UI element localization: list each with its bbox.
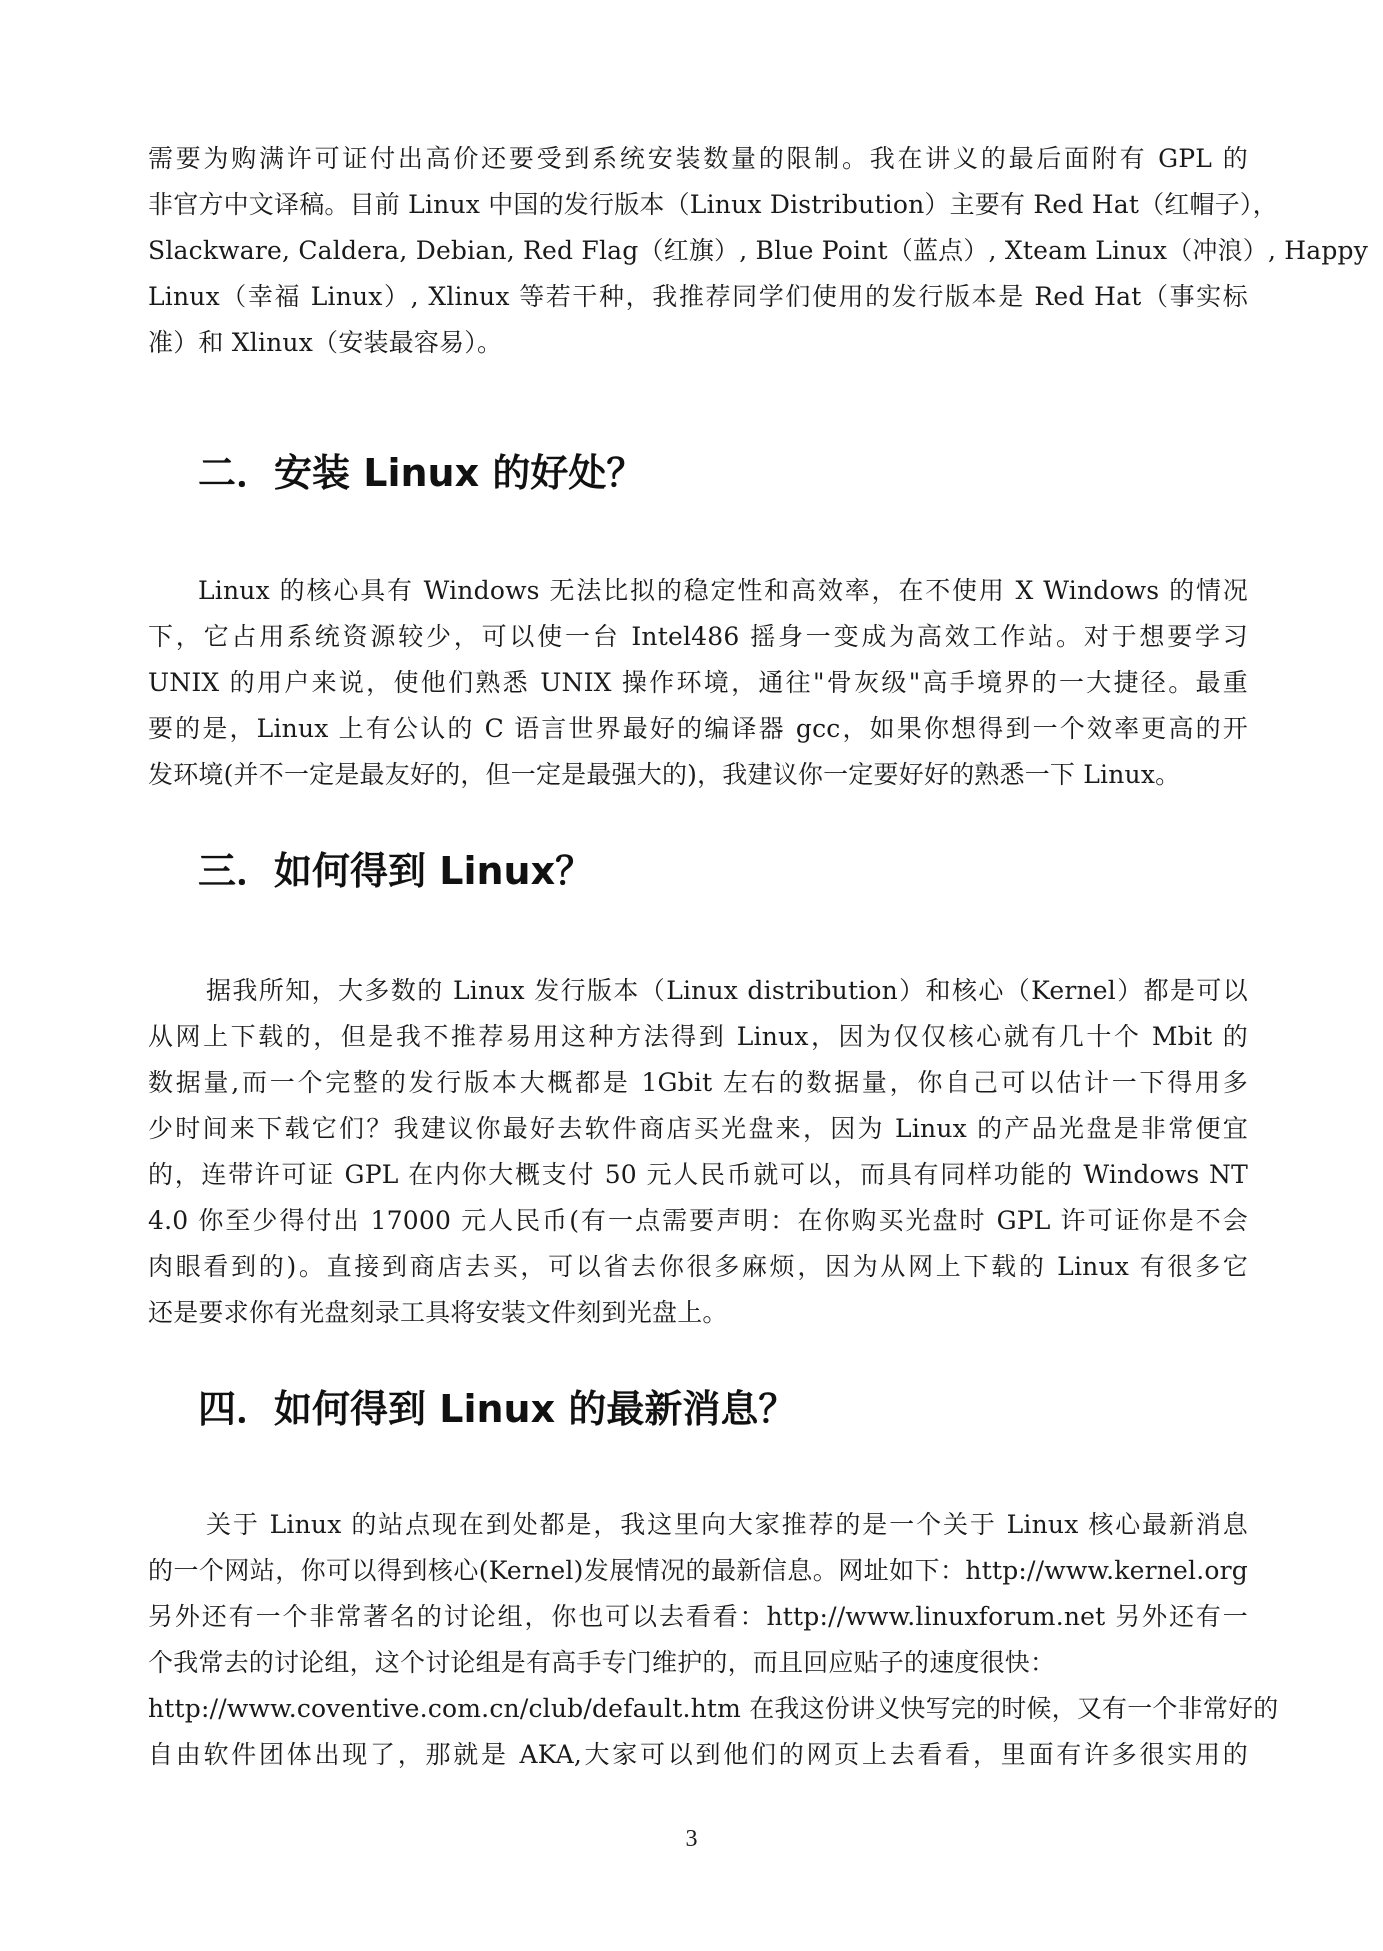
paragraph-line: 肉眼看到的)。直接到商店去买，可以省去你很多麻烦，因为从网上下载的 Linux 有很多它 (148, 1252, 1248, 1281)
paragraph-line: Slackware, Caldera, Debian, Red Flag（红旗）, Blue Point（蓝点）, Xteam Linux（冲浪）, Happy (148, 236, 1369, 265)
page-number: 3 (685, 1826, 698, 1852)
paragraph-line: http://www.coventive.com.cn/club/default.htm 在我这份讲义快写完的时候，又有一个非常好的 (148, 1694, 1279, 1723)
paragraph-line: 的一个网站，你可以得到核心(Kernel)发展情况的最新信息。网址如下：http://www.kernel.org (148, 1556, 1248, 1585)
section-heading-news: 四．如何得到 Linux 的最新消息？ (198, 1387, 797, 1431)
section-paragraph-benefits (148, 568, 1248, 798)
paragraph-line: 少时间来下载它们？我建议你最好去软件商店买光盘来，因为 Linux 的产品光盘是非常便宜 (148, 1114, 1248, 1143)
paragraph-line: 需要为购满许可证付出高价还要受到系统安装数量的限制。我在讲义的最后面附有 GPL 的 (148, 144, 1248, 173)
paragraph-line: Linux 的核心具有 Windows 无法比拟的稳定性和高效率，在不使用 X Windows 的情况 (198, 576, 1248, 605)
paragraph-line: Linux（幸福 Linux）, Xlinux 等若干种，我推荐同学们使用的发行版本是 Red Hat（事实标 (148, 282, 1248, 311)
paragraph-line: 准）和 Xlinux（安装最容易）。 (148, 328, 503, 357)
paragraph-line: UNIX 的用户来说，使他们熟悉 UNIX 操作环境，通往"骨灰级"高手境界的一大捷径。最重 (148, 668, 1248, 697)
section-heading-obtain: 三．如何得到 Linux？ (198, 849, 594, 893)
section-heading-benefits: 二．安装 Linux 的好处？ (198, 451, 645, 495)
section-paragraph-news (148, 1502, 1279, 1778)
paragraph-line: 从网上下载的，但是我不推荐易用这种方法得到 Linux，因为仅仅核心就有几十个 Mbit 的 (148, 1022, 1248, 1051)
paragraph-line: 下，它占用系统资源较少，可以使一台 Intel486 摇身一变成为高效工作站。对于想要学习 (148, 622, 1248, 651)
paragraph-line: 数据量,而一个完整的发行版本大概都是 1Gbit 左右的数据量，你自己可以估计一下得用多 (148, 1068, 1248, 1097)
paragraph-line: 4.0 你至少得付出 17000 元人民币(有一点需要声明：在你购买光盘时 GPL 许可证你是不会 (148, 1206, 1248, 1235)
paragraph-line: 要的是，Linux 上有公认的 C 语言世界最好的编译器 gcc，如果你想得到一个效率更高的开 (148, 714, 1248, 743)
paragraph-line: 非官方中文译稿。目前 Linux 中国的发行版本（Linux Distribution）主要有 Red Hat（红帽子）， (148, 190, 1278, 219)
paragraph-line: 据我所知，大多数的 Linux 发行版本（Linux distribution）和核心（Kernel）都是可以 (206, 976, 1248, 1005)
section-paragraph-obtain (148, 968, 1248, 1336)
intro-paragraph (148, 136, 1369, 366)
paragraph-line: 关于 Linux 的站点现在到处都是，我这里向大家推荐的是一个关于 Linux 核心最新消息 (206, 1510, 1248, 1539)
paragraph-line: 发环境(并不一定是最友好的，但一定是最强大的)，我建议你一定要好好的熟悉一下 Linux。 (148, 760, 1181, 789)
paragraph-line: 个我常去的讨论组，这个讨论组是有高手专门维护的，而且回应贴子的速度很快： (148, 1648, 1056, 1677)
paragraph-line: 还是要求你有光盘刻录工具将安装文件刻到光盘上。 (148, 1298, 728, 1327)
paragraph-line: 自由软件团体出现了，那就是 AKA,大家可以到他们的网页上去看看，里面有许多很实用的 (148, 1740, 1248, 1769)
paragraph-line: 的，连带许可证 GPL 在内你大概支付 50 元人民币就可以，而具有同样功能的 Windows NT (148, 1160, 1248, 1189)
paragraph-line: 另外还有一个非常著名的讨论组，你也可以去看看：http://www.linuxforum.net 另外还有一 (148, 1602, 1248, 1631)
